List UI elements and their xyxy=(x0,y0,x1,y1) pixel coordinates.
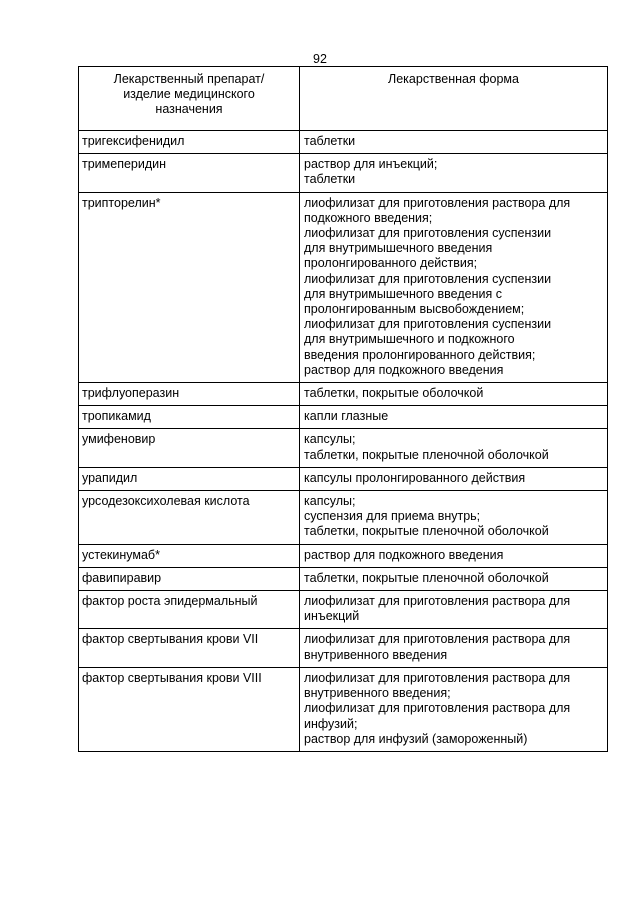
header-drug-line: назначения xyxy=(155,102,223,117)
dosage-form-line: внутривенного введения; xyxy=(304,686,451,701)
dosage-form-line: внутривенного введения xyxy=(304,647,448,662)
dosage-form-cell xyxy=(300,383,608,406)
dosage-form-line: подкожного введения; xyxy=(304,210,433,225)
table-row xyxy=(79,429,608,467)
dosage-form-line: капли глазные xyxy=(304,409,389,424)
table-row xyxy=(79,491,608,545)
drug-name-cell xyxy=(79,429,300,467)
dosage-form-line: лиофилизат для приготовления раствора для xyxy=(304,701,571,716)
drug-name: фактор свертывания крови VIII xyxy=(82,670,262,685)
table-row xyxy=(79,591,608,629)
drug-name-cell xyxy=(79,544,300,567)
dosage-form-cell xyxy=(300,629,608,667)
dosage-form-line: раствор для инфузий (замороженный) xyxy=(304,731,528,746)
page-number: 92 xyxy=(313,52,327,66)
dosage-form-cell xyxy=(300,467,608,490)
table-row xyxy=(79,467,608,490)
dosage-form-cell xyxy=(300,429,608,467)
dosage-form-line: лиофилизат для приготовления суспензии xyxy=(304,271,552,286)
dosage-form-cell xyxy=(300,154,608,192)
dosage-form-line: инъекций xyxy=(304,609,360,624)
dosage-form-cell xyxy=(300,544,608,567)
dosage-form-line: пролонгированным высвобождением; xyxy=(304,302,525,317)
table-row xyxy=(79,629,608,667)
dosage-form-cell xyxy=(300,192,608,382)
dosage-form-line: лиофилизат для приготовления раствора для xyxy=(304,670,571,685)
table-row xyxy=(79,154,608,192)
dosage-form-line: таблетки xyxy=(304,134,356,148)
dosage-form-cell xyxy=(300,406,608,429)
dosage-form-line: лиофилизат для приготовления раствора для xyxy=(304,632,571,647)
header-drug xyxy=(79,67,300,131)
header-drug-line: Лекарственный препарат/ xyxy=(113,72,265,86)
drug-name: тримеперидин xyxy=(82,157,167,172)
dosage-form-line: для внутримышечного введения xyxy=(304,241,493,256)
dosage-form-cell xyxy=(300,667,608,751)
dosage-form-cell xyxy=(300,131,608,154)
dosage-form-line: лиофилизат для приготовления раствора для xyxy=(304,195,571,210)
dosage-form-line: пролонгированного действия; xyxy=(304,256,478,271)
drug-name-cell xyxy=(79,383,300,406)
drug-name: тригексифенидил xyxy=(82,134,185,148)
table-row xyxy=(79,544,608,567)
table-row xyxy=(79,192,608,382)
dosage-form-line: таблетки xyxy=(304,172,356,187)
dosage-form-line: суспензия для приема внутрь; xyxy=(304,509,481,524)
drug-name-cell xyxy=(79,491,300,545)
drug-name: умифеновир xyxy=(82,432,156,447)
dosage-form-line: лиофилизат для приготовления суспензии xyxy=(304,226,552,241)
header-drug-line: изделие медицинского xyxy=(123,87,255,102)
table-body xyxy=(79,131,608,752)
drug-name-cell xyxy=(79,591,300,629)
dosage-form-line: капсулы; xyxy=(304,494,356,509)
dosage-form-line: таблетки, покрытые оболочкой xyxy=(304,386,484,401)
table-row xyxy=(79,406,608,429)
drug-name: фавипиравир xyxy=(82,570,162,585)
dosage-form-line: таблетки, покрытые пленочной оболочкой xyxy=(304,570,549,585)
header-form-line: Лекарственная форма xyxy=(388,72,519,86)
drug-name-cell xyxy=(79,467,300,490)
drug-table xyxy=(78,66,608,752)
header-form xyxy=(300,67,608,131)
dosage-form-line: таблетки, покрытые пленочной оболочкой xyxy=(304,447,549,462)
drug-name: трипторелин* xyxy=(82,195,161,210)
dosage-form-line: лиофилизат для приготовления суспензии xyxy=(304,317,552,332)
table-row xyxy=(79,131,608,154)
drug-name-cell xyxy=(79,629,300,667)
drug-name: фактор роста эпидермальный xyxy=(82,594,258,609)
dosage-form-line: инфузий; xyxy=(304,716,358,731)
table-header-row xyxy=(79,67,608,131)
table-row xyxy=(79,567,608,590)
dosage-form-cell xyxy=(300,567,608,590)
dosage-form-line: раствор для инъекций; xyxy=(304,157,438,172)
dosage-form-line: введения пролонгированного действия; xyxy=(304,347,536,362)
drug-name-cell xyxy=(79,192,300,382)
dosage-form-line: лиофилизат для приготовления раствора для xyxy=(304,594,571,609)
drug-name: тропикамид xyxy=(82,409,151,424)
drug-name: устекинумаб* xyxy=(82,547,160,562)
drug-name: трифлуоперазин xyxy=(82,386,180,401)
drug-name: урсодезоксихолевая кислота xyxy=(82,494,250,509)
dosage-form-line: для внутримышечного и подкожного xyxy=(304,332,515,347)
table-row xyxy=(79,667,608,751)
drug-name-cell xyxy=(79,154,300,192)
dosage-form-line: для внутримышечного введения с xyxy=(304,286,502,301)
table-row xyxy=(79,383,608,406)
drug-name-cell xyxy=(79,131,300,154)
dosage-form-line: раствор для подкожного введения xyxy=(304,362,504,377)
drug-name-cell xyxy=(79,667,300,751)
drug-name: урапидил xyxy=(82,470,138,485)
drug-name-cell xyxy=(79,567,300,590)
dosage-form-line: капсулы; xyxy=(304,432,356,447)
dosage-form-line: раствор для подкожного введения xyxy=(304,547,504,562)
drug-name-cell xyxy=(79,406,300,429)
dosage-form-line: таблетки, покрытые пленочной оболочкой xyxy=(304,524,549,539)
dosage-form-cell xyxy=(300,491,608,545)
drug-name: фактор свертывания крови VII xyxy=(82,632,259,647)
dosage-form-cell xyxy=(300,591,608,629)
dosage-form-line: капсулы пролонгированного действия xyxy=(304,470,526,485)
